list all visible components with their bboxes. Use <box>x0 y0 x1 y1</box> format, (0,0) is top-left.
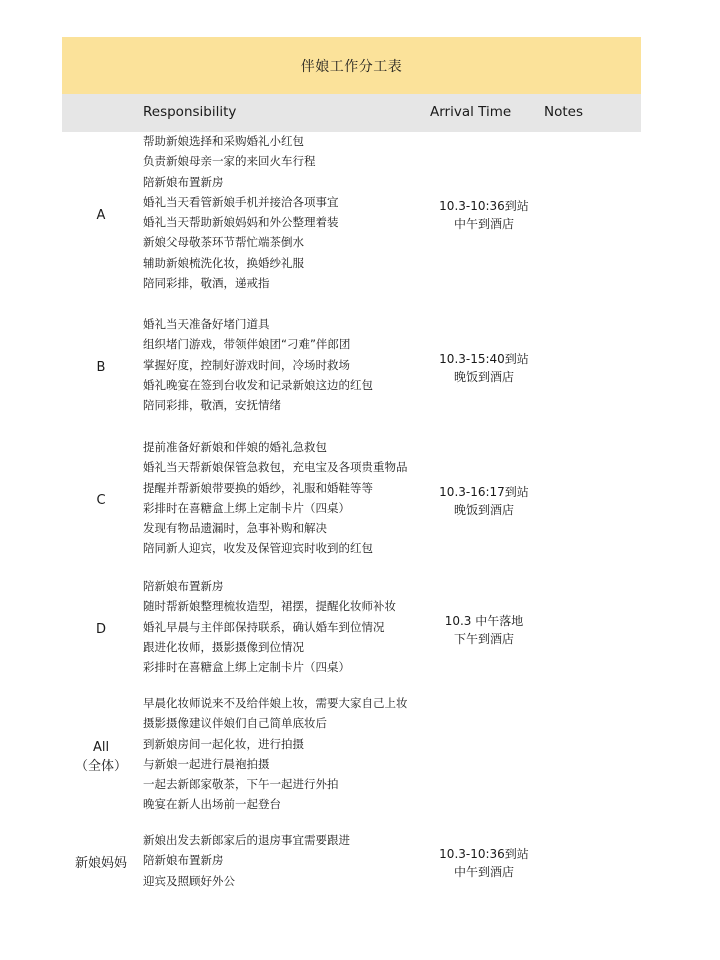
responsibility-item: 帮助新娘选择和采购婚礼小红包 <box>143 134 304 148</box>
responsibility-item: 婚礼当天帮助新娘妈妈和外公整理着装 <box>143 215 339 230</box>
arrival-line: 10.3-10:36到站 <box>439 847 529 862</box>
arrival-line: 中午到酒店 <box>453 865 514 880</box>
table-title-bar <box>62 37 641 94</box>
arrival-line: 晚饭到酒店 <box>453 502 514 517</box>
row-person <box>62 854 140 873</box>
row-person <box>62 491 140 510</box>
arrival-line: 10.3 中午落地 <box>444 613 524 628</box>
person-label: 新娘妈妈 <box>74 855 127 871</box>
responsibility-item: 到新娘房间一起化妆，进行拍摄 <box>143 736 304 751</box>
table-row <box>62 576 641 678</box>
responsibility-item: 陪同彩排，敬酒，安抚情绪 <box>143 398 281 413</box>
table-row <box>62 131 641 293</box>
responsibility-item: 组织堵门游戏，带领伴娘团“刁难”伴郎团 <box>143 337 351 352</box>
responsibility-item: 提醒并帮新娘带要换的婚纱，礼服和婚鞋等等 <box>143 480 373 495</box>
responsibility-item: 婚礼早晨与主伴郎保持联系，确认婚车到位情况 <box>143 619 385 634</box>
schedule-sheet <box>62 37 641 132</box>
responsibility-item: 陪新娘布置新房 <box>143 579 224 593</box>
row-responsibilities <box>143 314 443 415</box>
header-arrival-time: Arrival Time <box>430 104 512 120</box>
person-label: B <box>96 360 106 376</box>
row-arrival-time <box>422 197 546 233</box>
table-row <box>62 693 641 815</box>
arrival-line: 下午到酒店 <box>453 631 514 646</box>
person-label: A <box>96 207 106 223</box>
responsibility-item: 早晨化妆师说来不及给伴娘上妆，需要大家自己上妆 <box>143 696 408 710</box>
responsibility-item: 彩排时在喜糖盒上绑上定制卡片（四桌） <box>143 500 350 515</box>
responsibility-item: 陪新娘布置新房 <box>143 174 224 189</box>
table-row <box>62 314 641 416</box>
person-label: All <box>92 739 110 755</box>
responsibility-item: 彩排时在喜糖盒上绑上定制卡片（四桌） <box>143 660 350 675</box>
table-row <box>62 830 641 891</box>
responsibility-item: 随时帮新娘整理梳妆造型，裙摆，提醒化妆师补妆 <box>143 599 396 614</box>
responsibility-item: 摄影摄像建议伴娘们自己简单底妆后 <box>143 716 327 731</box>
row-responsibilities <box>143 131 443 293</box>
row-arrival-time <box>422 483 546 519</box>
row-person <box>62 206 140 225</box>
responsibility-item: 发现有物品遗漏时，急事补购和解决 <box>143 521 327 536</box>
table-header <box>62 94 641 132</box>
responsibility-item: 跟进化妆师，摄影摄像到位情况 <box>143 639 304 654</box>
responsibility-item: 与新娘一起进行晨袍拍摄 <box>143 756 270 771</box>
row-arrival-time <box>422 845 546 881</box>
responsibility-item: 婚礼晚宴在签到台收发和记录新娘这边的红包 <box>143 377 373 392</box>
row-arrival-time <box>422 350 546 386</box>
row-responsibilities <box>143 576 443 677</box>
responsibility-item: 负责新娘母亲一家的来回火车行程 <box>143 154 316 169</box>
person-label: （全体） <box>74 758 127 774</box>
responsibility-item: 晚宴在新人出场前一起登台 <box>143 797 281 812</box>
row-responsibilities <box>143 437 443 559</box>
responsibility-item: 一起去新郎家敬茶，下午一起进行外拍 <box>143 777 339 792</box>
person-label: C <box>96 493 106 509</box>
row-person <box>62 738 140 776</box>
table-row <box>62 437 641 559</box>
arrival-line: 10.3-15:40到站 <box>439 351 529 366</box>
row-person <box>62 358 140 377</box>
responsibility-item: 婚礼当天帮新娘保管急救包，充电宝及各项贵重物品 <box>143 460 408 475</box>
row-arrival-time <box>422 612 546 648</box>
responsibility-item: 婚礼当天看管新娘手机并接洽各项事宜 <box>143 194 339 209</box>
responsibility-item: 掌握好度，控制好游戏时间，冷场时救场 <box>143 357 350 372</box>
row-responsibilities <box>143 693 443 815</box>
arrival-line: 中午到酒店 <box>453 217 514 232</box>
responsibility-item: 陪同彩排，敬酒，递戒指 <box>143 276 270 291</box>
responsibility-item: 陪新娘布置新房 <box>143 853 224 868</box>
responsibility-item: 迎宾及照顾好外公 <box>143 873 235 888</box>
arrival-line: 晚饭到酒店 <box>453 369 514 384</box>
responsibility-item: 辅助新娘梳洗化妆，换婚纱礼服 <box>143 255 304 270</box>
responsibility-item: 婚礼当天准备好堵门道具 <box>143 317 270 331</box>
table-title: 伴娘工作分工表 <box>300 58 403 75</box>
row-responsibilities <box>143 830 443 891</box>
arrival-line: 10.3-10:36到站 <box>439 199 529 214</box>
row-person <box>62 620 140 639</box>
responsibility-item: 新娘父母敬茶环节帮忙端茶倒水 <box>143 235 304 250</box>
responsibility-item: 陪同新人迎宾，收发及保管迎宾时收到的红包 <box>143 541 373 556</box>
responsibility-item: 新娘出发去新郎家后的退房事宜需要跟进 <box>143 833 350 847</box>
person-label: D <box>95 622 106 638</box>
responsibility-item: 提前准备好新娘和伴娘的婚礼急救包 <box>143 440 327 454</box>
header-notes: Notes <box>544 104 583 120</box>
header-responsibility: Responsibility <box>143 104 237 120</box>
arrival-line: 10.3-16:17到站 <box>439 484 529 499</box>
